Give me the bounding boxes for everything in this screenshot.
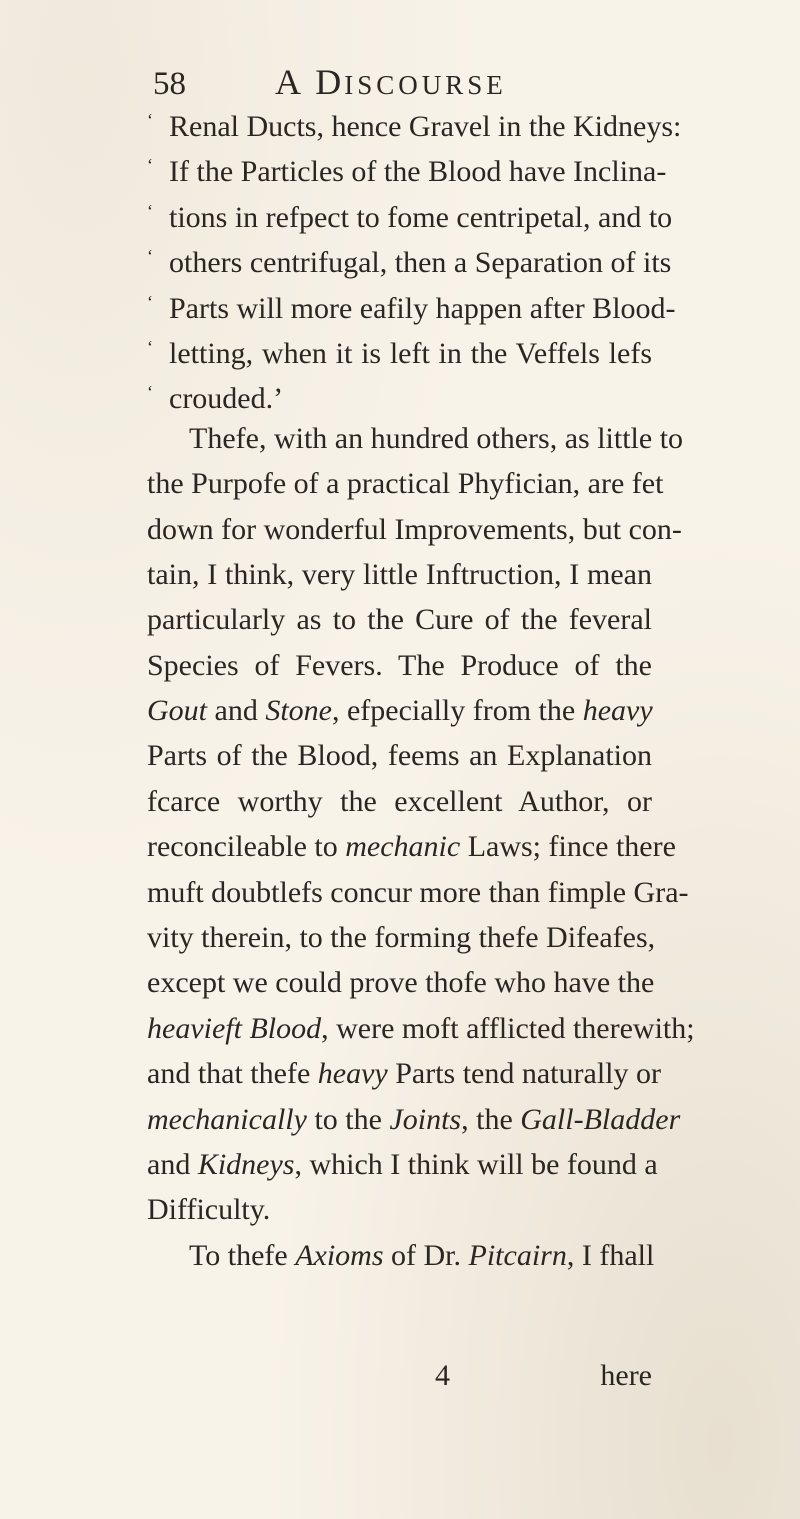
text-line <box>147 552 652 597</box>
text-run: and <box>207 694 266 728</box>
text-run: except we could prove thofe who have the <box>147 966 655 1000</box>
text-line <box>147 416 684 461</box>
italic-text: Joints <box>389 1102 462 1136</box>
text-line <box>147 779 652 824</box>
italic-text: Pitcairn <box>468 1238 567 1272</box>
signature-mark: 4 <box>435 1359 450 1392</box>
italic-text: heavy <box>582 694 653 728</box>
text-run: the Purpofe of a practical Phyfician, are fet <box>147 467 664 501</box>
italic-text: Stone <box>265 694 332 728</box>
quotation-mark: ‘ <box>147 291 153 312</box>
quotation-mark: ‘ <box>147 336 153 357</box>
text-line <box>147 461 664 506</box>
text-run: muft doubtlefs concur more than fimple Gra- <box>147 875 689 909</box>
italic-text: heavieft Blood <box>147 1011 322 1045</box>
text-line <box>147 733 652 778</box>
text-line <box>147 870 689 915</box>
running-header <box>153 62 633 102</box>
text-line <box>147 325 652 370</box>
text-line <box>147 960 655 1005</box>
text-run: Parts tend naturally or <box>387 1057 661 1091</box>
italic-text: mechanically <box>147 1102 307 1136</box>
text-line <box>147 507 682 552</box>
text-run: , efpecially from the <box>331 694 583 728</box>
italic-text: Axioms <box>295 1238 384 1272</box>
text-run: and <box>147 1147 198 1181</box>
text-line <box>147 915 656 960</box>
text-run: to the <box>306 1102 390 1136</box>
running-title-rest: ISCOURSE <box>344 70 507 100</box>
text-run: Parts will more eafily happen after Blood- <box>169 291 676 325</box>
text-line <box>147 189 673 234</box>
text-line <box>147 597 652 642</box>
text-line <box>147 1233 655 1278</box>
text-run: , the <box>461 1102 521 1136</box>
text-line <box>147 98 682 143</box>
text-run: letting, when it is left in the Veffels lefs <box>169 336 652 370</box>
text-line <box>147 1051 661 1096</box>
page-footer <box>147 1356 652 1396</box>
text-line <box>147 1006 695 1051</box>
quotation-mark: ‘ <box>147 110 153 130</box>
text-line <box>147 370 652 415</box>
text-run: , I fhall <box>566 1238 655 1272</box>
text-run: fcarce worthy the excellent Author, or <box>147 784 652 818</box>
text-run: Thefe, with an hundred others, as little to <box>189 421 684 455</box>
text-line <box>147 1142 658 1187</box>
text-line <box>147 1097 681 1142</box>
catchword: here <box>600 1359 652 1392</box>
text-line <box>147 688 652 733</box>
text-line <box>147 824 676 869</box>
text-run: tain, I think, very little Inftruction, I mean <box>147 557 652 591</box>
italic-text: Gout <box>147 694 207 728</box>
body-text <box>147 98 695 1278</box>
running-title-initial-a: A <box>275 62 304 102</box>
italic-text: Kidneys <box>197 1147 295 1181</box>
text-run: , which I think will be found a <box>294 1147 658 1181</box>
quotation-mark: ‘ <box>147 155 153 176</box>
text-line <box>147 280 676 325</box>
text-run: , were moft afflicted therewith; <box>321 1011 695 1045</box>
text-line <box>147 143 667 189</box>
text-run: If the Particles of the Blood have Inclina- <box>169 155 667 189</box>
text-run: Difficulty. <box>147 1193 271 1227</box>
quotation-mark: ‘ <box>147 200 153 221</box>
text-run: others centrifugal, then a Separation of its <box>169 246 672 280</box>
page-number: 58 <box>153 66 186 102</box>
italic-text: heavy <box>317 1057 388 1091</box>
text-run: Renal Ducts, hence Gravel in the Kidneys: <box>169 110 682 143</box>
text-run: and that thefe <box>147 1057 318 1091</box>
text-run: Species of Fevers. The Produce of the <box>147 648 652 682</box>
text-run: To thefe <box>189 1238 296 1272</box>
text-run: Parts of the Blood, feems an Explanation <box>147 739 652 773</box>
text-line <box>147 234 672 280</box>
text-run: reconcileable to <box>147 830 346 864</box>
text-line <box>147 643 652 688</box>
quotation-mark: ‘ <box>147 382 153 403</box>
text-line <box>147 1187 652 1232</box>
quotation-mark: ‘ <box>147 246 153 267</box>
italic-text: mechanic <box>345 830 461 864</box>
text-run: particularly as to the Cure of the feveral <box>147 603 652 637</box>
text-run: Laws; fince there <box>460 830 676 864</box>
text-run: down for wonderful Improvements, but con- <box>147 512 682 546</box>
text-run: crouded.’ <box>169 382 284 416</box>
italic-text: Gall-Bladder <box>520 1102 681 1136</box>
text-run: of Dr. <box>383 1238 469 1272</box>
text-run: vity therein, to the forming thefe Difeafes, <box>147 921 656 955</box>
text-run: tions in refpect to fome centripetal, and to <box>169 200 673 234</box>
running-title-initial-d: D <box>315 62 345 102</box>
